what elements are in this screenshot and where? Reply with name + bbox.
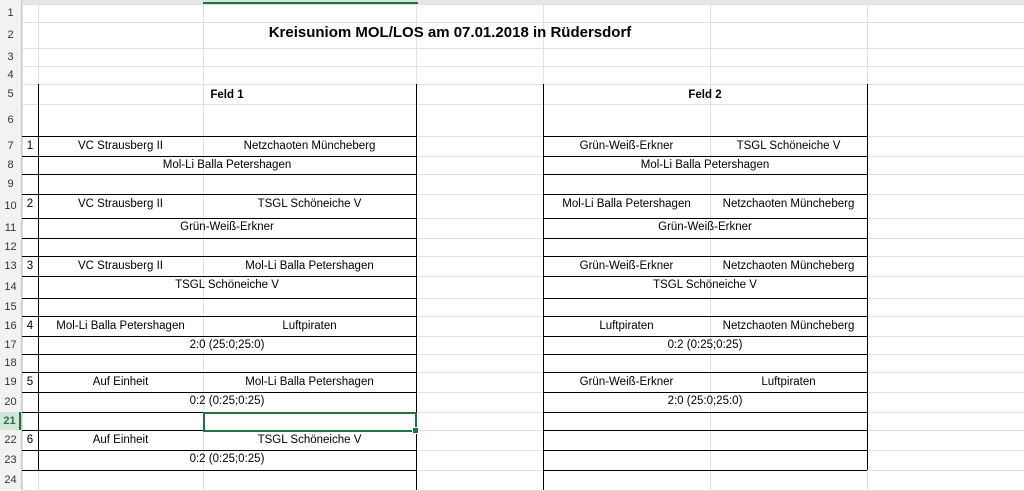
row-number[interactable]: 12 [4, 241, 17, 253]
game-number[interactable]: 1 [26, 140, 34, 152]
feld1-team-a[interactable]: VC Strausberg II [77, 260, 163, 272]
row-number[interactable]: 22 [4, 434, 17, 446]
feld2-team-a[interactable]: Grün-Weiß-Erkner [579, 376, 674, 388]
grid-col-line [710, 4, 711, 490]
table-border-h [543, 238, 867, 239]
grid-row-line [22, 4, 1024, 5]
feld1-referee-or-result[interactable]: Mol-Li Balla Petershagen [162, 159, 292, 171]
feld2-team-b[interactable]: Netzchaoten Müncheberg [722, 260, 855, 272]
feld2-team-b[interactable]: Netzchaoten Müncheberg [722, 320, 855, 332]
row-number[interactable]: 9 [7, 178, 14, 190]
feld1-team-b[interactable]: TSGL Schöneiche V [257, 198, 362, 210]
row-number[interactable]: 17 [4, 339, 17, 351]
row-number[interactable]: 3 [7, 51, 14, 63]
game-number[interactable]: 3 [26, 260, 34, 272]
row-number[interactable]: 7 [7, 140, 14, 152]
row-number[interactable]: 10 [4, 200, 17, 212]
feld1-referee-or-result[interactable]: 2:0 (25:0;25:0) [189, 339, 265, 351]
feld2-team-b[interactable]: Netzchaoten Müncheberg [722, 198, 855, 210]
feld1-referee-or-result[interactable]: TSGL Schöneiche V [175, 279, 279, 291]
row-number[interactable]: 18 [4, 357, 17, 369]
game-number[interactable]: 4 [26, 320, 34, 332]
feld1-team-b[interactable]: Netzchaoten Müncheberg [243, 140, 376, 152]
table-border-v [867, 84, 868, 470]
table-border-h [543, 298, 867, 299]
table-border-h [22, 174, 416, 175]
row-number[interactable]: 23 [4, 454, 17, 466]
row-number[interactable]: 16 [4, 320, 17, 332]
feld1-referee-or-result[interactable]: 0:2 (0:25;0:25) [189, 453, 265, 465]
grid-col-line [22, 4, 23, 490]
row-number[interactable]: 11 [4, 222, 17, 234]
feld2-team-a[interactable]: Grün-Weiß-Erkner [579, 140, 674, 152]
row-number[interactable]: 13 [4, 260, 17, 272]
row-number[interactable]: 24 [4, 474, 17, 486]
selected-cell[interactable] [203, 412, 417, 432]
table-border-h [22, 238, 416, 239]
feld1-team-a[interactable]: Auf Einheit [92, 434, 149, 446]
feld2-team-a[interactable] [543, 430, 710, 450]
feld1-team-a[interactable]: Mol-Li Balla Petershagen [56, 320, 185, 332]
feld1-referee-or-result[interactable]: Grün-Weiß-Erkner [180, 221, 274, 233]
feld1-team-a[interactable]: Auf Einheit [92, 376, 149, 388]
feld2-team-a[interactable]: Luftpiraten [599, 320, 654, 332]
feld1-header: Feld 1 [210, 89, 244, 101]
feld2-header: Feld 2 [688, 89, 722, 101]
feld1-team-b[interactable]: TSGL Schöneiche V [257, 434, 362, 446]
game-number[interactable]: 5 [26, 376, 34, 388]
row-number[interactable]: 20 [4, 396, 17, 408]
feld1-team-b[interactable]: Luftpiraten [282, 320, 337, 332]
grid-row-line [22, 48, 1024, 49]
feld2-team-a[interactable]: Mol-Li Balla Petershagen [562, 198, 691, 210]
grid-row-line [22, 104, 1024, 105]
row-number[interactable]: 1 [7, 7, 14, 19]
row-number[interactable]: 19 [4, 376, 17, 388]
feld2-referee-or-result[interactable]: 2:0 (25:0;25:0) [667, 395, 743, 407]
table-border-h [22, 470, 416, 471]
row-number[interactable]: 21 [0, 412, 21, 430]
feld2-team-b[interactable]: TSGL Schöneiche V [736, 140, 841, 152]
row-number[interactable]: 2 [7, 29, 14, 41]
feld2-team-a[interactable]: Grün-Weiß-Erkner [579, 260, 674, 272]
row-number[interactable]: 6 [7, 114, 14, 126]
feld2-referee-or-result[interactable]: Grün-Weiß-Erkner [658, 221, 752, 233]
feld2-referee-or-result[interactable] [543, 450, 867, 468]
row-number[interactable]: 14 [4, 281, 17, 293]
grid-row-line [22, 84, 1024, 85]
table-border-h [22, 298, 416, 299]
feld2-referee-or-result[interactable]: TSGL Schöneiche V [653, 279, 757, 291]
feld1-team-b[interactable]: Mol-Li Balla Petershagen [245, 376, 374, 388]
table-border-h [543, 354, 867, 355]
game-number[interactable]: 2 [26, 198, 34, 210]
game-number[interactable]: 6 [26, 434, 34, 446]
row-number[interactable]: 8 [7, 159, 14, 171]
table-border-h [543, 412, 867, 413]
grid-row-line [22, 66, 1024, 67]
table-border-h [543, 174, 867, 175]
feld2-referee-or-result[interactable]: Mol-Li Balla Petershagen [640, 159, 770, 171]
feld2-team-b[interactable] [710, 430, 867, 450]
table-border-h [22, 354, 416, 355]
feld1-team-b[interactable]: Mol-Li Balla Petershagen [245, 260, 374, 272]
row-number[interactable]: 5 [7, 88, 14, 100]
feld1-referee-or-result[interactable]: 0:2 (0:25;0:25) [189, 395, 265, 407]
row-number[interactable]: 4 [7, 69, 14, 81]
feld1-team-a[interactable]: VC Strausberg II [77, 198, 163, 210]
feld2-team-b[interactable]: Luftpiraten [761, 376, 816, 388]
row-number[interactable]: 15 [4, 301, 17, 313]
table-border-h [543, 470, 867, 471]
feld2-referee-or-result[interactable]: 0:2 (0:25;0:25) [667, 339, 743, 351]
sheet-title: Kreisuniom MOL/LOS am 07.01.2018 in Rüdersdorf [268, 24, 632, 41]
feld1-team-a[interactable]: VC Strausberg II [77, 140, 163, 152]
